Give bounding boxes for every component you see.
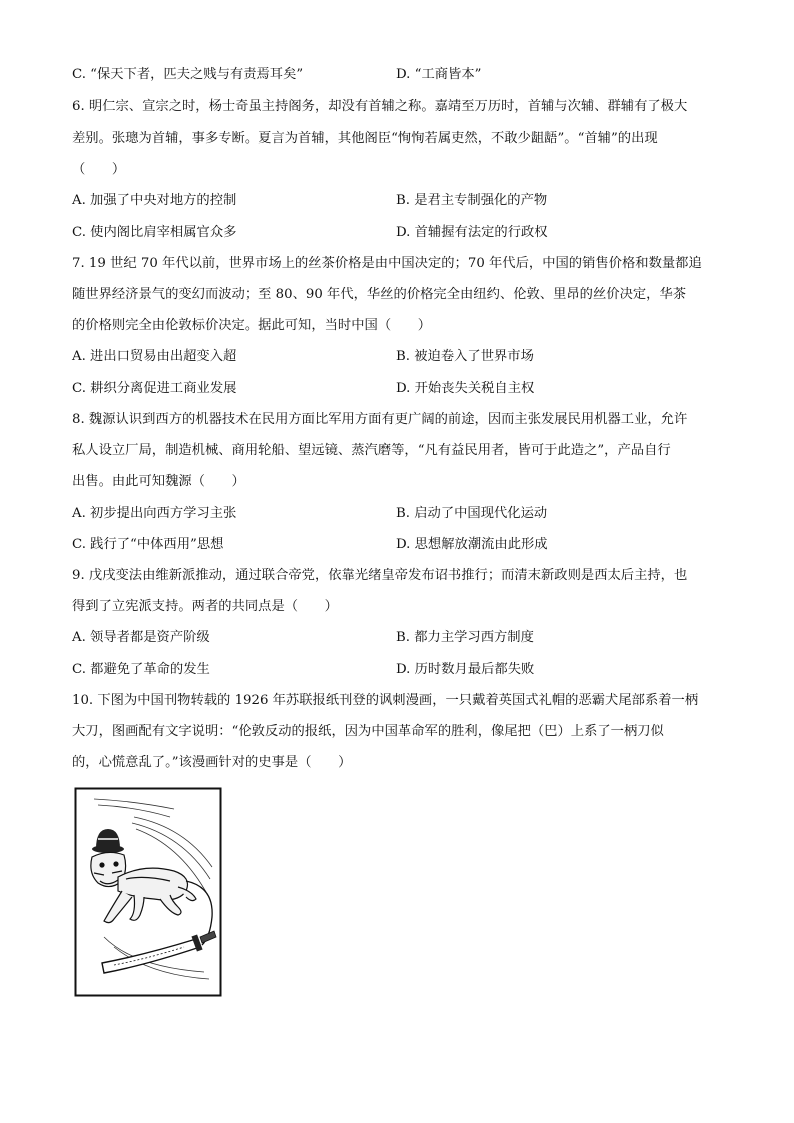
q8-option-b: B. 启动了中国现代化运动 <box>396 506 548 521</box>
q8-option-c: C. 践行了“中体西用”思想 <box>72 537 224 552</box>
satirical-cartoon-image <box>74 787 222 997</box>
q8-stem-line-1: 8. 魏源认识到西方的机器技术在民用方面比军用方面有更广阔的前途，因而主张发展民用机器工业，允许 <box>72 412 688 427</box>
prev-option-c: C. “保天下者，匹夫之贱与有责焉耳矣” <box>72 67 304 82</box>
q9-option-c: C. 都避免了革命的发生 <box>72 662 210 677</box>
q9-stem-line-2: 得到了立宪派支持。两者的共同点是（ ） <box>72 599 338 614</box>
q7-stem-line-3: 的价格则完全由伦敦标价决定。据此可知，当时中国（ ） <box>72 318 432 333</box>
q6-option-c: C. 使内阁比肩宰相属官众多 <box>72 225 237 240</box>
q9-stem-line-1: 9. 戊戌变法由维新派推动，通过联合帝党，依靠光绪皇帝发布诏书推行；而清末新政则是西太后主持，也 <box>72 568 688 583</box>
q10-stem-line-2: 大刀，图画配有文字说明：“伦敦反动的报纸，因为中国革命军的胜利，像尾把（巴）上系了一柄刀似 <box>72 724 664 739</box>
q8-option-d: D. 思想解放潮流由此形成 <box>396 537 548 552</box>
q7-option-a: A. 进出口贸易由出超变入超 <box>72 349 237 364</box>
q9-option-b: B. 都力主学习西方制度 <box>396 630 534 645</box>
q7-option-d: D. 开始丧失关税自主权 <box>396 381 535 396</box>
q9-option-a: A. 领导者都是资产阶级 <box>72 630 210 645</box>
q8-option-a: A. 初步提出向西方学习主张 <box>72 506 237 521</box>
q6-option-b: B. 是君主专制强化的产物 <box>396 193 548 208</box>
q6-stem-line-1: 6. 明仁宗、宣宗之时，杨士奇虽主持阁务，却没有首辅之称。嘉靖至万历时，首辅与次辅、群辅有了极大 <box>72 99 688 114</box>
q7-stem-line-1: 7. 19 世纪 70 年代以前，世界市场上的丝茶价格是由中国决定的；70 年代后，中国的销售价格和数量都追 <box>72 256 702 271</box>
q7-option-b: B. 被迫卷入了世界市场 <box>396 349 534 364</box>
q6-option-d: D. 首辅握有法定的行政权 <box>396 225 548 240</box>
q10-stem-line-1: 10. 下图为中国刊物转载的 1926 年苏联报纸刊登的讽刺漫画，一只戴着英国式礼帽的恶霸犬尾部系着一柄 <box>72 693 699 708</box>
q7-stem-line-2: 随世界经济景气的变幻而波动；至 80、90 年代，华丝的价格完全由纽约、伦敦、里昂的丝价决定，华茶 <box>72 287 687 302</box>
q8-stem-line-2: 私人设立厂局，制造机械、商用轮船、望远镜、蒸汽磨等，“凡有益民用者，皆可于此造之”，产品自行 <box>72 443 671 458</box>
q10-stem-line-3: 的，心慌意乱了。”该漫画针对的史事是（ ） <box>72 755 352 770</box>
q9-option-d: D. 历时数月最后都失败 <box>396 662 535 677</box>
q8-stem-line-3: 出售。由此可知魏源（ ） <box>72 474 245 489</box>
q6-stem-line-3: （ ） <box>72 162 126 177</box>
q6-stem-line-2: 差别。张璁为首辅，事多专断。夏言为首辅，其他阁臣“恂恂若属吏然，不敢少龃龉”。“首辅”的出现 <box>72 131 658 146</box>
prev-option-d: D. “工商皆本” <box>396 67 482 82</box>
q7-option-c: C. 耕织分离促进工商业发展 <box>72 381 237 396</box>
q6-option-a: A. 加强了中央对地方的控制 <box>72 193 237 208</box>
